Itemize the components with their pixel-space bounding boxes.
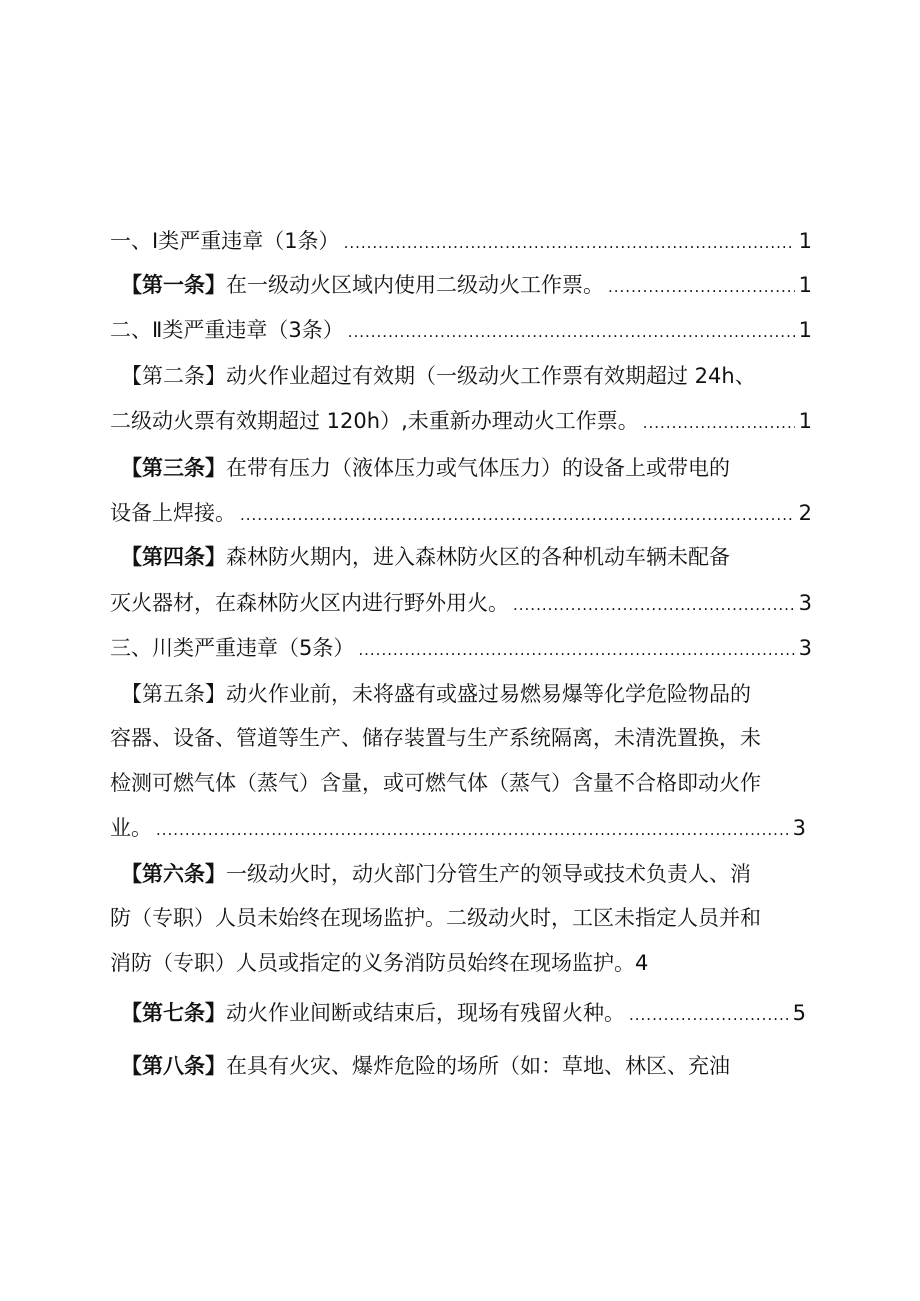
article-text: 动火作业前，未将盛有或盛过易燃易爆等化学危险物品的 <box>226 682 751 706</box>
article-label: 【第七条】 <box>121 1001 226 1025</box>
toc-article-6-line-2[interactable] <box>110 901 761 935</box>
toc-article-1[interactable] <box>121 268 812 302</box>
article-text: 在带有压力（液体压力或气体压力）的设备上或带电的 <box>226 456 730 480</box>
toc-page-number: 5 <box>792 1001 806 1025</box>
toc-article-4-line-2[interactable] <box>110 586 812 620</box>
toc-article-4-line-1[interactable] <box>121 540 730 574</box>
toc-page-number: 1 <box>798 318 812 342</box>
toc-section-3-title: 三、川类严重违章（5条） <box>110 636 355 660</box>
article-text: 动火作业超过有效期（一级动火工作票有效期超过 24h、 <box>226 364 756 388</box>
article-label: 【第六条】 <box>121 862 226 886</box>
article-text: 设备上焊接。 <box>110 501 236 525</box>
dot-leader <box>513 588 795 622</box>
dot-leader <box>608 270 795 304</box>
toc-page-number: 3 <box>798 636 812 660</box>
toc-article-5-line-2[interactable] <box>110 721 761 755</box>
toc-page-number: 1 <box>798 273 812 297</box>
article-text: 容器、设备、管道等生产、储存装置与生产系统隔离，未清洗置换，未 <box>110 726 761 750</box>
toc-section-2-title: 二、Ⅱ类严重违章（3条） <box>110 318 344 342</box>
toc-article-2-line-2[interactable] <box>110 404 812 438</box>
dot-leader <box>643 406 795 440</box>
article-text: 防（专职）人员未始终在现场监护。二级动火时，工区未指定人员并和 <box>110 906 761 930</box>
toc-article-7[interactable] <box>121 996 806 1030</box>
toc-section-1[interactable] <box>110 224 812 258</box>
toc-article-5-line-3[interactable] <box>110 766 761 800</box>
article-text: 检测可燃气体（蒸气）含量，或可燃气体（蒸气）含量不合格即动火作 <box>110 771 761 795</box>
dot-leader <box>348 315 795 349</box>
dot-leader <box>156 813 789 847</box>
article-text: 业。 <box>110 816 152 840</box>
toc-article-3-line-2[interactable] <box>110 496 812 530</box>
article-label: 【第一条】 <box>121 273 226 297</box>
toc-page-number: 2 <box>798 501 812 525</box>
toc-article-5-line-1[interactable] <box>121 677 751 711</box>
toc-article-8-line-1[interactable] <box>121 1049 730 1083</box>
toc-article-2-line-1[interactable] <box>121 359 756 393</box>
article-label: 【第五条】 <box>121 682 226 706</box>
toc-page-number: 3 <box>792 816 806 840</box>
toc-section-3[interactable] <box>110 631 812 665</box>
toc-article-3-line-1[interactable] <box>121 451 730 485</box>
dot-leader <box>344 226 795 260</box>
article-text: 一级动火时，动火部门分管生产的领导或技术负责人、消 <box>226 862 751 886</box>
dot-leader <box>358 633 794 667</box>
article-text: 灭火器材，在森林防火区内进行野外用火。 <box>110 591 509 615</box>
toc-page-number: 1 <box>798 229 812 253</box>
toc-page-number: 1 <box>798 409 812 433</box>
article-text: 消防（专职）人员或指定的义务消防员始终在现场监护。 <box>110 951 635 975</box>
toc-article-5-line-4[interactable] <box>110 811 806 845</box>
article-text: 在一级动火区域内使用二级动火工作票。 <box>226 273 604 297</box>
article-text: 森林防火期内，进入森林防火区的各种机动车辆未配备 <box>226 545 730 569</box>
article-text: 动火作业间断或结束后，现场有残留火种。 <box>226 1001 625 1025</box>
toc-article-6-line-3[interactable] <box>110 946 648 980</box>
dot-leader <box>240 498 795 532</box>
article-text: 二级动火票有效期超过 120h）,未重新办理动火工作票。 <box>110 409 639 433</box>
toc-section-2[interactable] <box>110 313 812 347</box>
toc-page-number: 4 <box>635 951 649 975</box>
toc-article-6-line-1[interactable] <box>121 857 751 891</box>
toc-page-number: 3 <box>798 591 812 615</box>
article-label: 【第八条】 <box>121 1054 226 1078</box>
article-label: 【第三条】 <box>121 456 226 480</box>
article-label: 【第二条】 <box>121 364 226 388</box>
toc-section-1-title: 一、Ⅰ类严重违章（1条） <box>110 229 340 253</box>
article-text: 在具有火灾、爆炸危险的场所（如：草地、林区、充油 <box>226 1054 730 1078</box>
dot-leader <box>629 998 789 1032</box>
article-label: 【第四条】 <box>121 545 226 569</box>
